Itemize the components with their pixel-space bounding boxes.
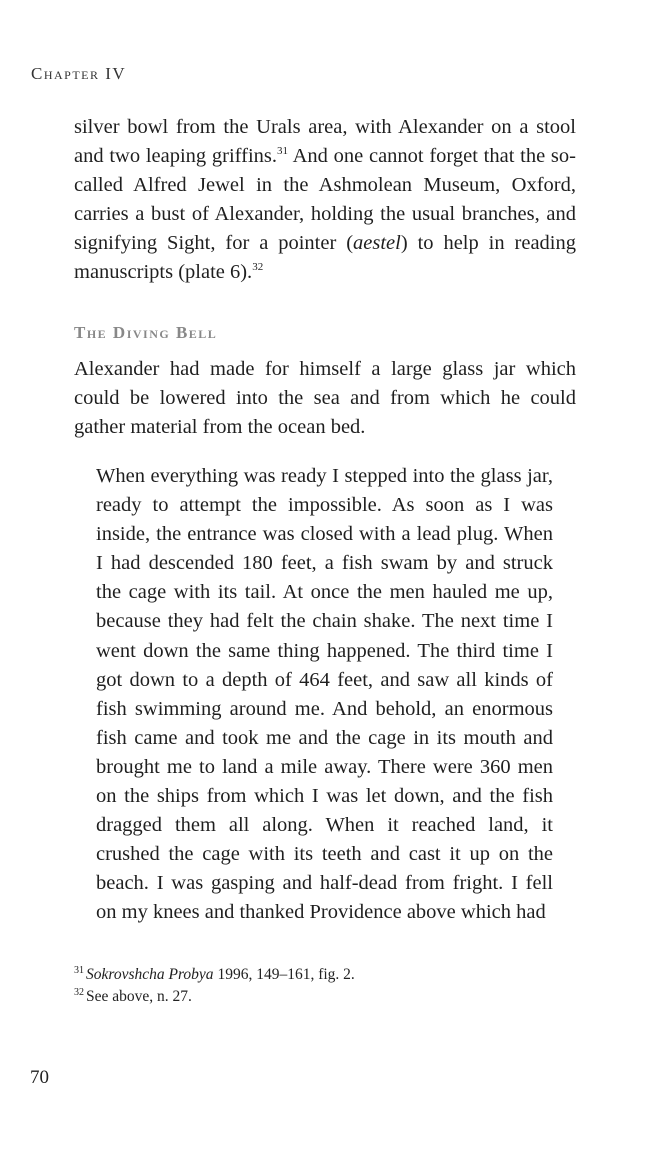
section-heading: The Diving Bell	[74, 323, 218, 342]
footnote-marker-32: 32	[74, 987, 84, 998]
footnote-ref-32: 32	[252, 261, 264, 273]
page-number: 70	[30, 1067, 49, 1088]
paragraph-1-text-b: And one cannot forget that the so-called Alfred Jewel in the Ashmolean Museum, Oxford, carries a bust of Alexander, holding the usual branches, and signifying Sight, for a pointer (	[74, 145, 576, 254]
footnote-marker-31: 31	[74, 965, 84, 976]
body-paragraph-2: Alexander had made for himself a large glass jar which could be lowered into the sea and from which he could gather material from the ocean bed.	[74, 358, 576, 438]
footnote-31	[74, 964, 576, 986]
body-paragraph-1	[74, 113, 576, 287]
footnote-ref-31: 31	[277, 145, 288, 157]
footnote-31-text: 1996, 149–161, fig. 2.	[213, 966, 355, 983]
running-head: Chapter IV	[31, 64, 127, 83]
paragraph-1-text-c: ) to help in reading manuscripts (plate 6).	[74, 232, 576, 283]
footnote-32-text: See above, n. 27.	[86, 988, 192, 1005]
paragraph-1-term: aestel	[353, 232, 401, 254]
footnote-31-title: Sokrovshcha Probya	[86, 966, 214, 983]
paragraph-1-text-a: silver bowl from the Urals area, with Alexander on a stool and two leaping griffins.	[74, 116, 576, 167]
block-quotation: When everything was ready I stepped into the glass jar, ready to attempt the impossible. As soon as I was inside, the entrance was closed with a lead plug. When I had descended 180 feet, a fish swam by and struck the cage with its tail. At once the men hauled me up, because they had felt the chain shake. The next time I went down the same thing happened. The third time I got down to a depth of 464 feet, and saw all kinds of fish swimming around me. And behold, an enormous fish came and took me and the cage in its mouth and brought me to land a mile away. There were 360 men on the ships from which I was let down, and the fish dragged them all along. When it reached land, it crushed the cage with its teeth and cast it up on the beach. I was gasping and half-dead from fright. I fell on my knees and thanked Providence above which had	[96, 465, 553, 924]
footnotes	[74, 964, 576, 1008]
footnote-32	[74, 986, 576, 1008]
